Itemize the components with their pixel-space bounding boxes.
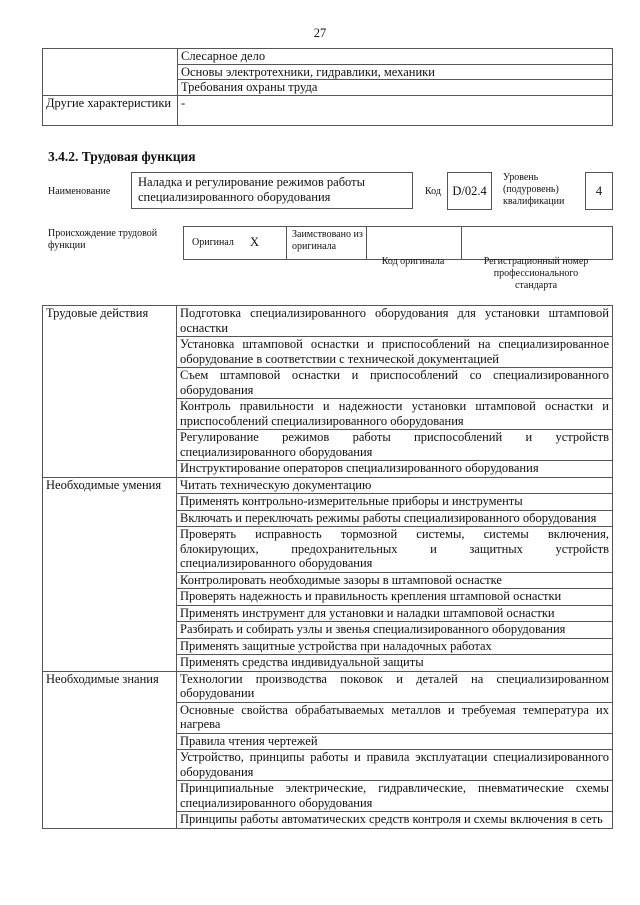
- table-cell: Регулирование режимов работы приспособлений и устройств специализированного оборудования: [177, 430, 613, 461]
- group-label: Трудовые действия: [43, 306, 177, 478]
- table-cell: Читать техническую документацию: [177, 477, 613, 494]
- name-label: Наименование: [48, 186, 111, 197]
- table-cell: Правила чтения чертежей: [177, 733, 613, 750]
- code-value: D/02.4: [447, 172, 492, 210]
- table-cell: Проверять надежность и правильность крепления штамповой оснастки: [177, 589, 613, 606]
- table-row: [43, 477, 613, 494]
- origin-label: Происхождение трудовой функции: [48, 228, 158, 251]
- table-cell: Применять контрольно-измерительные приборы и инструменты: [177, 494, 613, 511]
- table-row: [43, 306, 613, 337]
- table-cell: Установка штамповой оснастки и приспособлений на специализированное оборудование в соответствии с технической документацией: [177, 337, 613, 368]
- top-table: [42, 48, 613, 126]
- code-caption: Код оригинала: [381, 256, 445, 267]
- table-cell: Применять средства индивидуальной защиты: [177, 655, 613, 672]
- table-cell: Включать и переключать режимы работы специализированного оборудования: [177, 510, 613, 527]
- origin-table: [183, 226, 613, 260]
- row-label: Другие характеристики: [43, 95, 178, 125]
- table-cell: Основные свойства обрабатываемых металлов и требуемая температура их нагрева: [177, 702, 613, 733]
- table-cell: Подготовка специализированного оборудования для установки штамповой оснастки: [177, 306, 613, 337]
- original-mark: X: [250, 235, 260, 249]
- borrowed-label: Заимствовано из оригинала: [292, 229, 363, 252]
- table-cell: Устройство, принципы работы и правила эксплуатации специализированного оборудования: [177, 750, 613, 781]
- group-label: Необходимые умения: [43, 477, 177, 671]
- page-number: 27: [313, 26, 327, 40]
- table-cell: Съем штамповой оснастки и приспособлений со специализированного оборудования: [177, 368, 613, 399]
- level-value: 4: [585, 172, 613, 210]
- table-cell: Инструктирование операторов специализированного оборудования: [177, 461, 613, 478]
- main-table: [42, 305, 613, 829]
- table-row: [43, 671, 613, 702]
- table-cell: Принципы работы автоматических средств контроля и схемы включения в сеть: [177, 812, 613, 829]
- level-label: Уровень (подуровень) квалификации: [503, 172, 565, 207]
- table-cell: Слесарное дело: [178, 49, 613, 65]
- table-cell: Основы электротехники, гидравлики, механики: [178, 64, 613, 80]
- table-cell: Применять защитные устройства при наладочных работах: [177, 638, 613, 655]
- table-cell: Принципиальные электрические, гидравлические, пневматические схемы специализированного оборудования: [177, 781, 613, 812]
- section-title: 3.4.2. Трудовая функция: [48, 149, 196, 164]
- table-cell: Технологии производства поковок и деталей на специализированном оборудовании: [177, 671, 613, 702]
- table-cell: Разбирать и собирать узлы и звенья специализированного оборудования: [177, 622, 613, 639]
- table-cell: -: [178, 95, 613, 125]
- table-cell: Контролировать необходимые зазоры в штамповой оснастке: [177, 572, 613, 589]
- group-label: Необходимые знания: [43, 671, 177, 828]
- table-cell: Применять инструмент для установки и наладки штамповой оснастки: [177, 605, 613, 622]
- reg-caption: Регистрационный номер профессионального стандарта: [483, 256, 589, 291]
- original-label: Оригинал: [192, 237, 234, 248]
- table-cell: Требования охраны труда: [178, 80, 613, 96]
- table-cell: Контроль правильности и надежности установки штамповой оснастки и приспособлений специализированного оборудования: [177, 399, 613, 430]
- table-cell: Проверять исправность тормозной системы, системы включения, блокирующих, предохранительных и защитных устройств специализированного оборудования: [177, 527, 613, 573]
- code-label: Код: [425, 186, 441, 197]
- name-value: Наладка и регулирование режимов работы специализированного оборудования: [131, 172, 413, 209]
